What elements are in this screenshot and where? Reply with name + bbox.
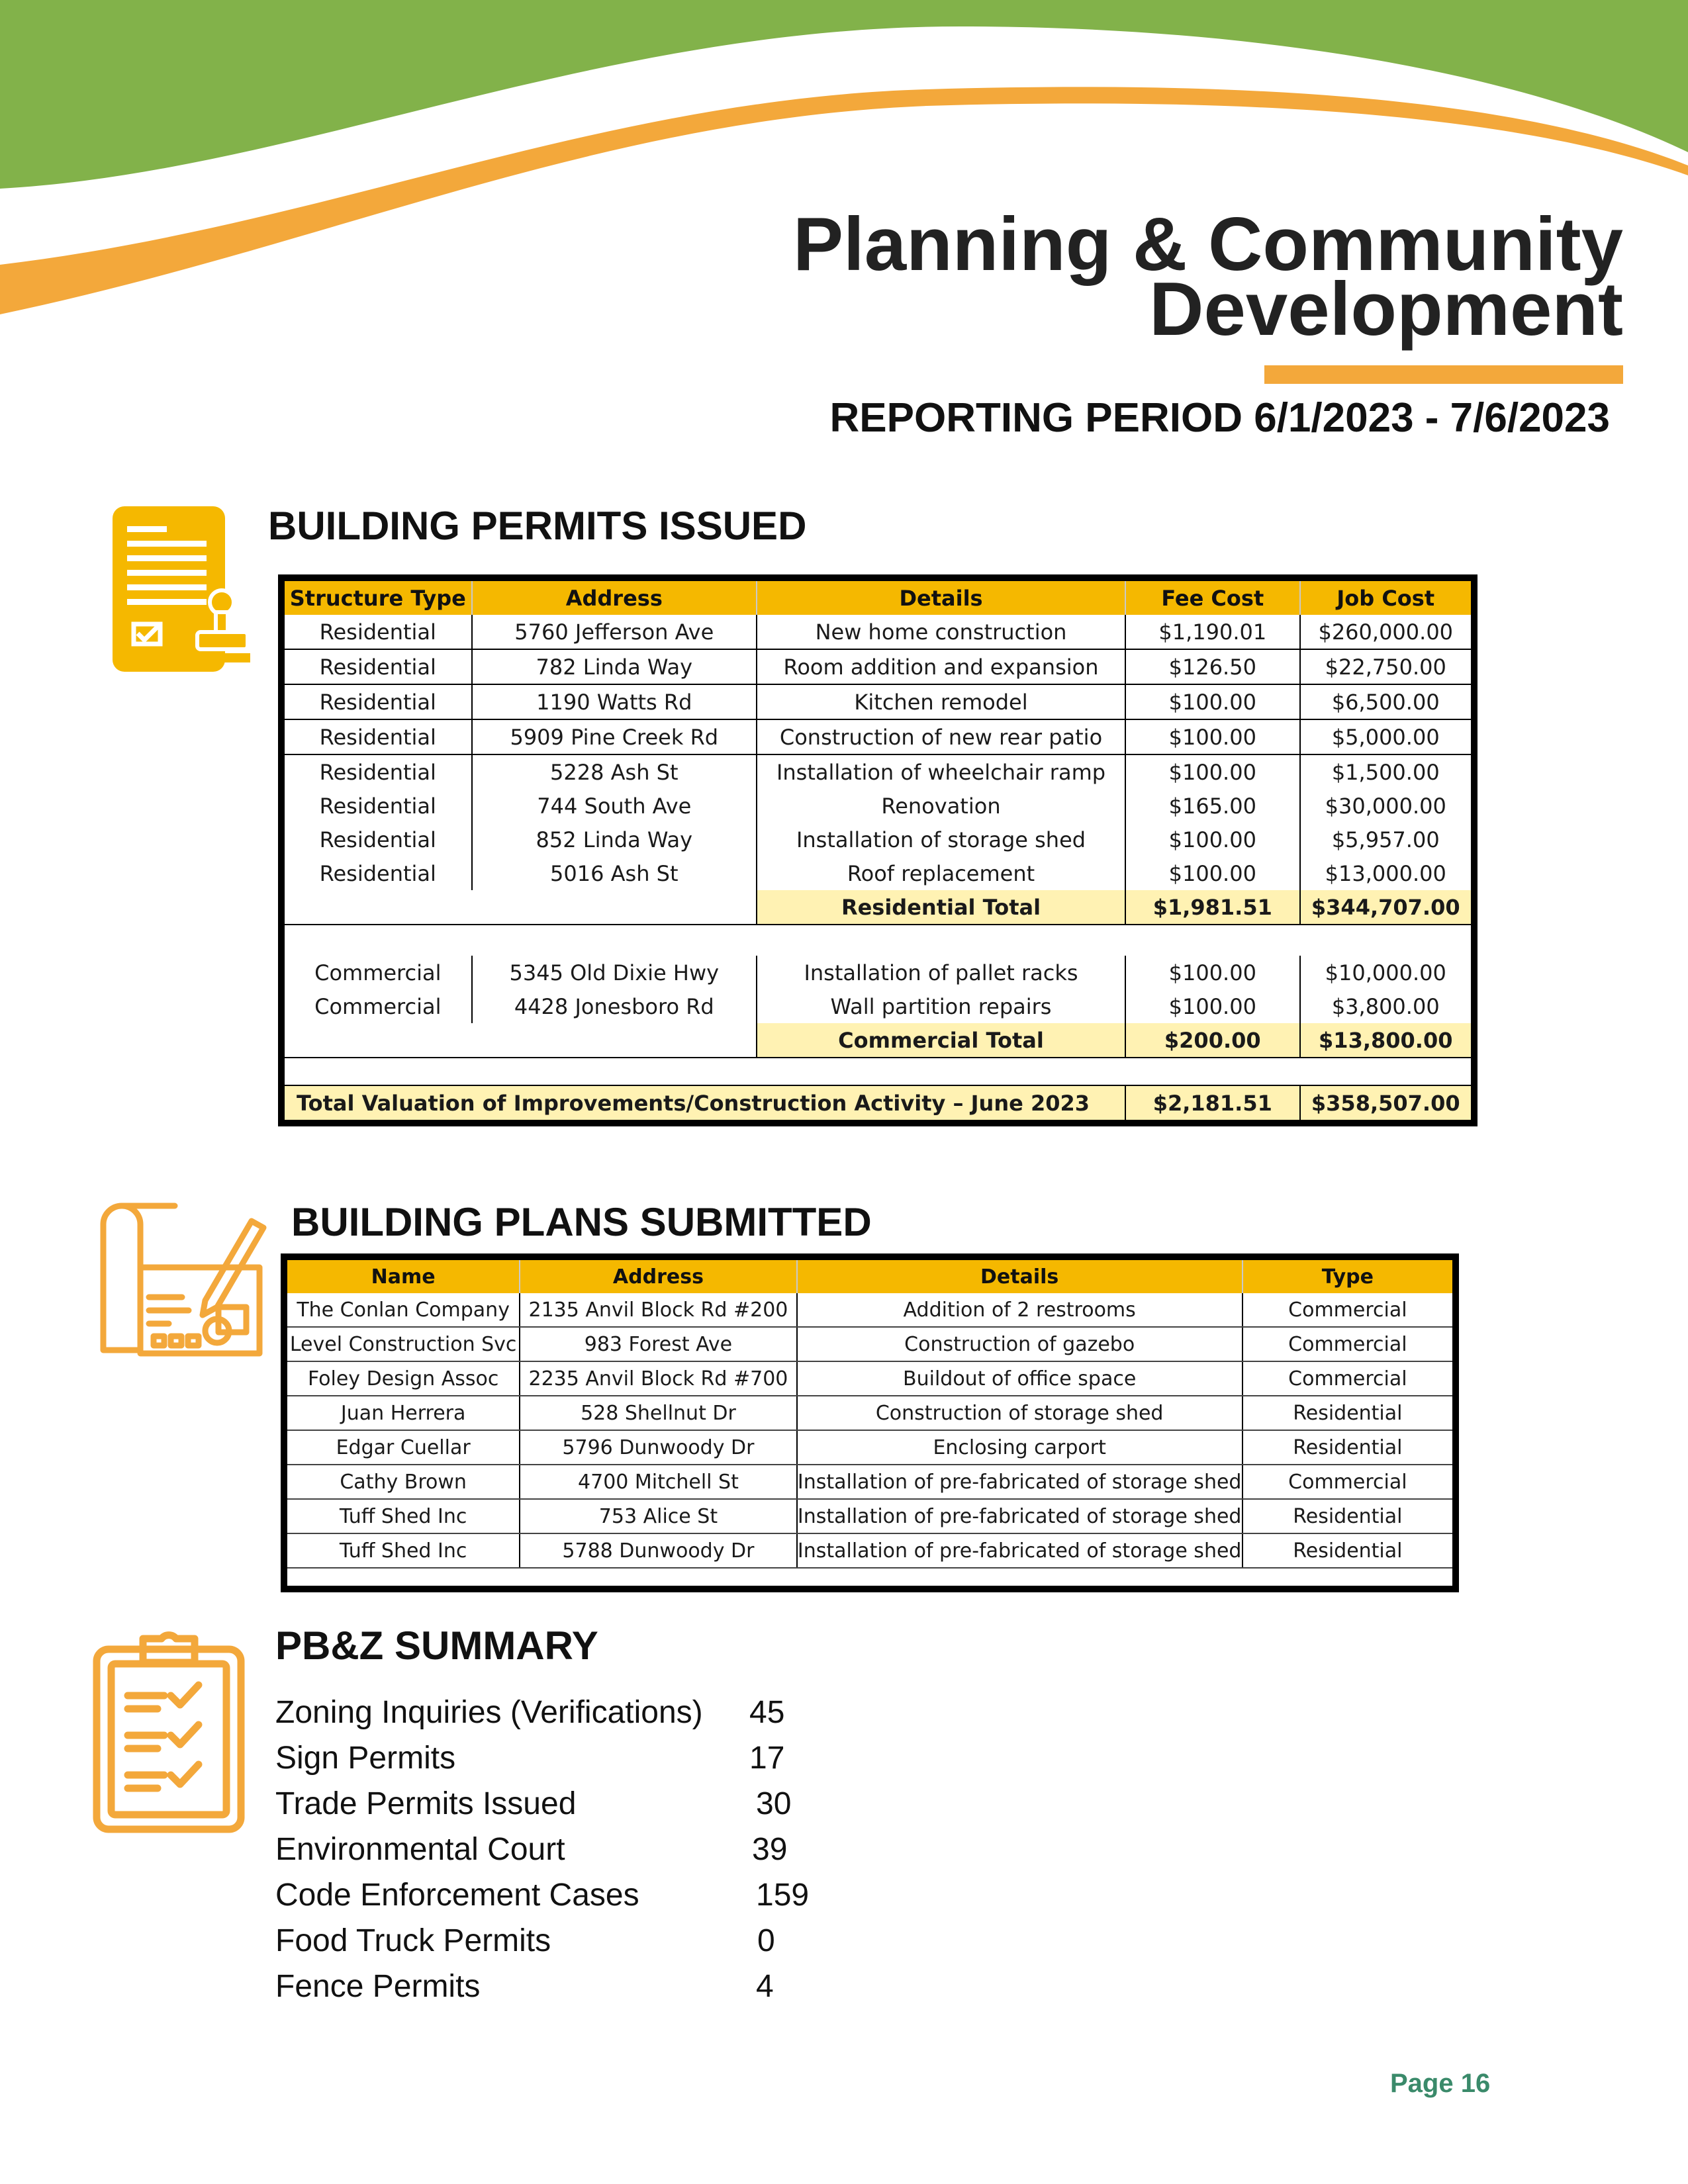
address-cell: 1190 Watts Rd [472, 684, 757, 719]
address-cell: 2235 Anvil Block Rd #700 [520, 1361, 796, 1396]
structure-type-cell: Residential [281, 789, 472, 823]
summary-label-zoning: Zoning Inquiries (Verifications) [275, 1695, 703, 1730]
details-cell: Construction of new rear patio [757, 719, 1125, 754]
details-cell: New home construction [757, 615, 1125, 649]
empty-cell [281, 1023, 472, 1058]
address-cell: 5760 Jefferson Ave [472, 615, 757, 649]
name-cell: Juan Herrera [284, 1396, 520, 1430]
spacer-row [281, 1058, 1474, 1085]
table-row [284, 1533, 1456, 1568]
summary-label-sign-permits: Sign Permits [275, 1741, 456, 1776]
table-row [284, 1499, 1456, 1533]
structure-type-cell: Residential [281, 719, 472, 754]
address-cell: 2135 Anvil Block Rd #200 [520, 1293, 796, 1327]
summary-value-environmental-court: 39 [752, 1832, 788, 1867]
job-cost-cell: $6,500.00 [1300, 684, 1475, 719]
table-row [281, 615, 1474, 649]
plans-table [281, 1253, 1459, 1592]
residential-total-job: $344,707.00 [1300, 890, 1475, 925]
grand-total-row [281, 1085, 1474, 1123]
type-cell: Residential [1243, 1499, 1456, 1533]
permits-section-title: BUILDING PERMITS ISSUED [268, 504, 807, 548]
col-header-type: Type [1243, 1257, 1456, 1293]
name-cell: Level Construction Svc [284, 1327, 520, 1361]
table-row [281, 649, 1474, 684]
summary-label-food-truck: Food Truck Permits [275, 1923, 551, 1958]
job-cost-cell: $1,500.00 [1300, 754, 1475, 789]
col-header-job-cost: Job Cost [1300, 578, 1475, 615]
col-header-structure-type: Structure Type [281, 578, 472, 615]
structure-type-cell: Commercial [281, 989, 472, 1023]
summary-value-trade-permits: 30 [756, 1786, 792, 1821]
table-row [284, 1293, 1456, 1327]
commercial-total-fee: $200.00 [1125, 1023, 1299, 1058]
summary-value-food-truck: 0 [757, 1923, 775, 1958]
details-cell: Buildout of office space [797, 1361, 1243, 1396]
name-cell: Edgar Cuellar [284, 1430, 520, 1465]
grand-total-label: Total Valuation of Improvements/Construction Activity – June 2023 [281, 1085, 1125, 1123]
empty-cell [472, 1023, 757, 1058]
title-underline-bar [1264, 365, 1623, 384]
details-cell: Installation of pre-fabricated of storage shed [797, 1465, 1243, 1499]
type-cell: Residential [1243, 1533, 1456, 1568]
address-cell: 5016 Ash St [472, 856, 757, 890]
col-header-name: Name [284, 1257, 520, 1293]
table-row [281, 719, 1474, 754]
table-row [281, 684, 1474, 719]
job-cost-cell: $10,000.00 [1300, 956, 1475, 989]
structure-type-cell: Residential [281, 856, 472, 890]
type-cell: Residential [1243, 1430, 1456, 1465]
address-cell: 5909 Pine Creek Rd [472, 719, 757, 754]
name-cell: The Conlan Company [284, 1293, 520, 1327]
page-number: Page 16 [1390, 2069, 1491, 2098]
details-cell: Addition of 2 restrooms [797, 1293, 1243, 1327]
table-row [284, 1465, 1456, 1499]
residential-total-row [281, 890, 1474, 925]
fee-cost-cell: $100.00 [1125, 956, 1299, 989]
spacer-row [281, 925, 1474, 956]
type-cell: Commercial [1243, 1465, 1456, 1499]
job-cost-cell: $30,000.00 [1300, 789, 1475, 823]
col-header-fee-cost: Fee Cost [1125, 578, 1299, 615]
fee-cost-cell: $1,190.01 [1125, 615, 1299, 649]
summary-value-fence-permits: 4 [756, 1969, 774, 2004]
address-cell: 782 Linda Way [472, 649, 757, 684]
details-cell: Renovation [757, 789, 1125, 823]
details-cell: Room addition and expansion [757, 649, 1125, 684]
details-cell: Installation of pre-fabricated of storage shed [797, 1499, 1243, 1533]
name-cell: Tuff Shed Inc [284, 1499, 520, 1533]
job-cost-cell: $260,000.00 [1300, 615, 1475, 649]
spacer-row [284, 1568, 1456, 1589]
fee-cost-cell: $100.00 [1125, 823, 1299, 856]
summary-label-trade-permits: Trade Permits Issued [275, 1786, 577, 1821]
structure-type-cell: Commercial [281, 956, 472, 989]
type-cell: Commercial [1243, 1327, 1456, 1361]
commercial-total-row [281, 1023, 1474, 1058]
summary-value-code-enforcement: 159 [756, 1878, 810, 1913]
details-cell: Installation of wheelchair ramp [757, 754, 1125, 789]
address-cell: 744 South Ave [472, 789, 757, 823]
col-header-address: Address [520, 1257, 796, 1293]
structure-type-cell: Residential [281, 615, 472, 649]
details-cell: Kitchen remodel [757, 684, 1125, 719]
table-header-row [281, 578, 1474, 615]
clipboard-checklist-icon [91, 1621, 247, 1835]
summary-label-fence-permits: Fence Permits [275, 1969, 481, 2004]
page-title-line2: Development [1149, 267, 1623, 351]
page-title-line1: Planning & Community [793, 203, 1623, 287]
summary-section-title: PB&Z SUMMARY [275, 1623, 598, 1668]
details-cell: Roof replacement [757, 856, 1125, 890]
job-cost-cell: $13,000.00 [1300, 856, 1475, 890]
empty-cell [472, 890, 757, 925]
fee-cost-cell: $100.00 [1125, 684, 1299, 719]
structure-type-cell: Residential [281, 649, 472, 684]
structure-type-cell: Residential [281, 754, 472, 789]
table-row [281, 823, 1474, 856]
job-cost-cell: $22,750.00 [1300, 649, 1475, 684]
job-cost-cell: $5,000.00 [1300, 719, 1475, 754]
reporting-period: REPORTING PERIOD 6/1/2023 - 7/6/2023 [829, 395, 1610, 441]
col-header-details: Details [757, 578, 1125, 615]
table-row [284, 1361, 1456, 1396]
details-cell: Installation of storage shed [757, 823, 1125, 856]
table-row [281, 989, 1474, 1023]
job-cost-cell: $3,800.00 [1300, 989, 1475, 1023]
commercial-total-label: Commercial Total [757, 1023, 1125, 1058]
grand-total-job: $358,507.00 [1300, 1085, 1475, 1123]
address-cell: 4428 Jonesboro Rd [472, 989, 757, 1023]
structure-type-cell: Residential [281, 823, 472, 856]
blueprint-pencil-icon [99, 1201, 268, 1360]
table-header-row [284, 1257, 1456, 1293]
summary-label-code-enforcement: Code Enforcement Cases [275, 1878, 639, 1913]
address-cell: 5788 Dunwoody Dr [520, 1533, 796, 1568]
table-row [281, 856, 1474, 890]
details-cell: Installation of pre-fabricated of storage shed [797, 1533, 1243, 1568]
details-cell: Construction of gazebo [797, 1327, 1243, 1361]
summary-label-environmental-court: Environmental Court [275, 1832, 565, 1867]
job-cost-cell: $5,957.00 [1300, 823, 1475, 856]
details-cell: Enclosing carport [797, 1430, 1243, 1465]
name-cell: Foley Design Assoc [284, 1361, 520, 1396]
fee-cost-cell: $100.00 [1125, 719, 1299, 754]
address-cell: 5228 Ash St [472, 754, 757, 789]
table-row [281, 754, 1474, 789]
table-row [281, 789, 1474, 823]
col-header-details: Details [797, 1257, 1243, 1293]
col-header-address: Address [472, 578, 757, 615]
residential-total-fee: $1,981.51 [1125, 890, 1299, 925]
details-cell: Construction of storage shed [797, 1396, 1243, 1430]
permits-table [278, 574, 1477, 1126]
fee-cost-cell: $100.00 [1125, 989, 1299, 1023]
table-row [284, 1430, 1456, 1465]
summary-value-sign-permits: 17 [749, 1741, 785, 1776]
address-cell: 983 Forest Ave [520, 1327, 796, 1361]
type-cell: Commercial [1243, 1361, 1456, 1396]
table-row [281, 956, 1474, 989]
grand-total-fee: $2,181.51 [1125, 1085, 1299, 1123]
type-cell: Commercial [1243, 1293, 1456, 1327]
address-cell: 852 Linda Way [472, 823, 757, 856]
summary-value-zoning: 45 [749, 1695, 785, 1730]
name-cell: Tuff Shed Inc [284, 1533, 520, 1568]
address-cell: 753 Alice St [520, 1499, 796, 1533]
name-cell: Cathy Brown [284, 1465, 520, 1499]
document-stamp-icon [113, 506, 255, 675]
details-cell: Installation of pallet racks [757, 956, 1125, 989]
fee-cost-cell: $100.00 [1125, 754, 1299, 789]
table-row [284, 1327, 1456, 1361]
address-cell: 5345 Old Dixie Hwy [472, 956, 757, 989]
plans-section-title: BUILDING PLANS SUBMITTED [291, 1200, 872, 1244]
address-cell: 528 Shellnut Dr [520, 1396, 796, 1430]
address-cell: 5796 Dunwoody Dr [520, 1430, 796, 1465]
address-cell: 4700 Mitchell St [520, 1465, 796, 1499]
details-cell: Wall partition repairs [757, 989, 1125, 1023]
structure-type-cell: Residential [281, 684, 472, 719]
commercial-total-job: $13,800.00 [1300, 1023, 1475, 1058]
type-cell: Residential [1243, 1396, 1456, 1430]
table-row [284, 1396, 1456, 1430]
fee-cost-cell: $126.50 [1125, 649, 1299, 684]
residential-total-label: Residential Total [757, 890, 1125, 925]
empty-cell [281, 890, 472, 925]
fee-cost-cell: $100.00 [1125, 856, 1299, 890]
fee-cost-cell: $165.00 [1125, 789, 1299, 823]
